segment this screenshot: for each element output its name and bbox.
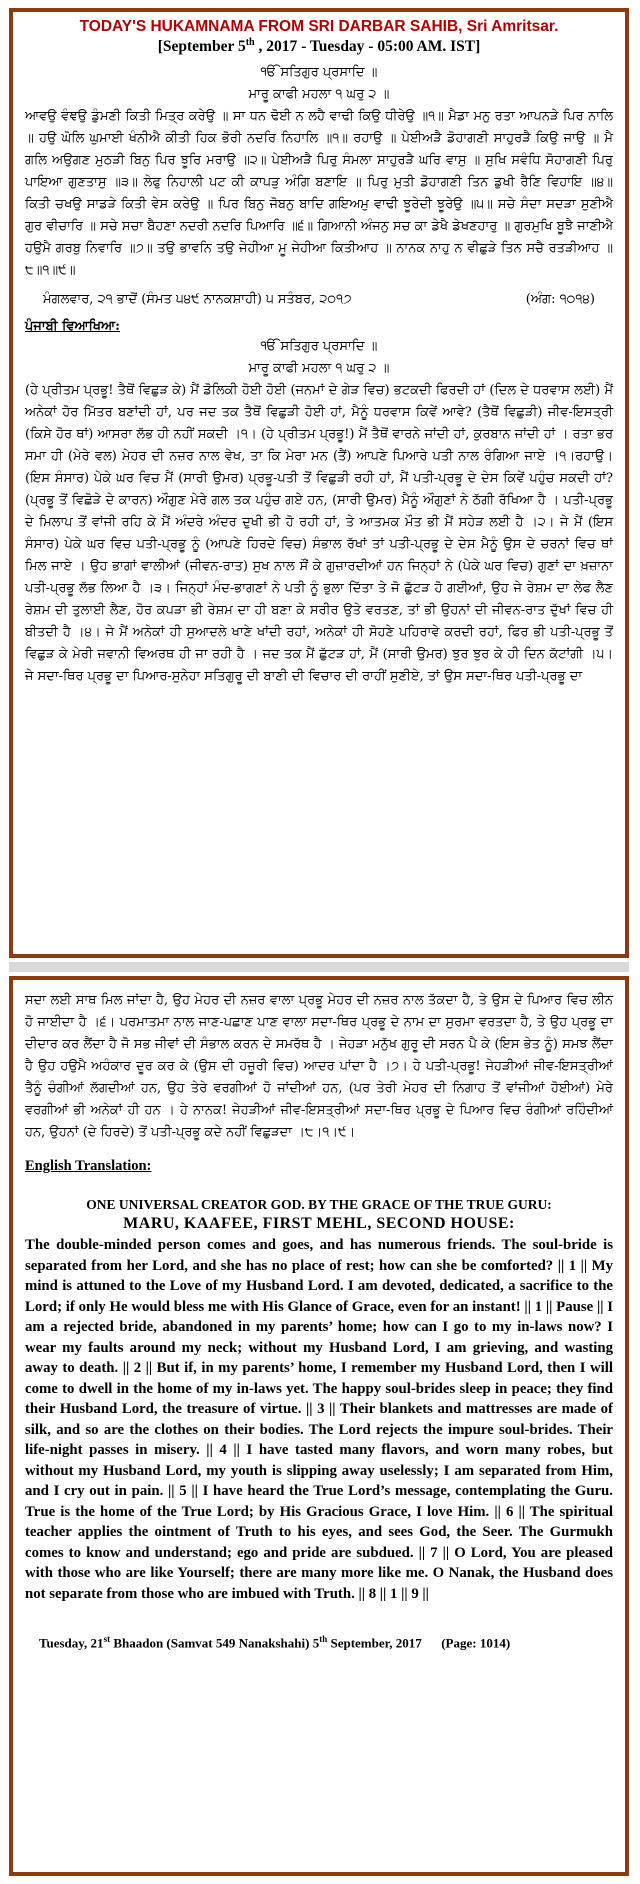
- gurmukhi-page: (ਅੰਗ: ੧੦੧੪): [525, 292, 595, 308]
- gurmukhi-date: ਮੰਗਲਵਾਰ, ੨੧ ਭਾਦੋਂ (ਸੰਮਤ ੫੪੯ ਨਾਨਕਸ਼ਾਹੀ) ੫ ਸਤੰਬਰ, ੨੦੧੭: [43, 292, 352, 308]
- shabad-text: ਆਵਉ ਵੰਞਉ ਡੁੰਮਣੀ ਕਿਤੀ ਮਿਤ੍ਰ ਕਰੇਉ ॥ ਸਾ ਧਨ ਢੋਈ ਨ ਲਹੈ ਵਾਢੀ ਕਿਉ ਧੀਰੇਉ ॥੧॥ ਮੈਡਾ ਮਨੁ ਰਤਾ ਆਪਨੜੇ ਪਿਰ ਨਾਲਿ ॥ ਹਉ ਘੋਲਿ ਘੁਮਾਈ ਖੰਨੀਐ ਕੀਤੀ ਹਿਕ ਭੋਰੀ ਨਦਰਿ ਨਿਹਾਲਿ ॥੧॥ ਰਹਾਉ ॥ ਪੇਈਅੜੈ ਡੋਹਾਗਣੀ ਸਾਹੁਰੜੈ ਕਿਉ ਜਾਉ ॥ ਮੈ ਗਲਿ ਅਉਗਣ ਮੁਠੜੀ ਬਿਨੁ ਪਿਰ ਝੂਰਿ ਮਰਾਉ ॥੨॥ ਪੇਈਅੜੈ ਪਿਰੁ ਸੰਮਲਾ ਸਾਹੁਰੜੈ ਘਰਿ ਵਾਸੁ ॥ ਸੁਖਿ ਸਵੰਧਿ ਸੋਹਾਗਣੀ ਪਿਰੁ ਪਾਇਆ ਗੁਣਤਾਸੁ ॥੩॥ ਲੇਫੁ ਨਿਹਾਲੀ ਪਟ ਕੀ ਕਾਪੜੁ ਅੰਗਿ ਬਣਾਇ ॥ ਪਿਰੁ ਮੁਤੀ ਡੋਹਾਗਣੀ ਤਿਨ ਡੁਖੀ ਰੈਣਿ ਵਿਹਾਇ ॥੪॥ ਕਿਤੀ ਚਖਉ ਸਾਡੜੇ ਕਿਤੀ ਵੇਸ ਕਰੇਉ ॥ ਪਿਰ ਬਿਨੁ ਜੋਬਨੁ ਬਾਦਿ ਗਇਅਮੁ ਵਾਢੀ ਝੂਰੇਦੀ ਝੂਰੇਉ ॥੫॥ ਸਚੇ ਸੰਦਾ ਸਦੜਾ ਸੁਣੀਐ ਗੁਰ ਵੀਚਾਰਿ ॥ ਸਚੇ ਸਚਾ ਬੈਹਣਾ ਨਦਰੀ ਨਦਰਿ ਪਿਆਰਿ ॥੬॥ ਗਿਆਨੀ ਅੰਜਨੁ ਸਚ ਕਾ ਡੇਖੈ ਡੇਖਣਹਾਰੁ ॥ ਗੁਰਮੁਖਿ ਬੂਝੈ ਜਾਣੀਐ ਹਉਮੈ ਗਰਬੁ ਨਿਵਾਰਿ ॥੭॥ ਤਉ ਭਾਵਨਿ ਤਉ ਜੇਹੀਆ ਮੂ ਜੇਹੀਆ ਕਿਤੀਆਹ ॥ ਨਾਨਕ ਨਾਹੁ ਨ ਵੀਛੁੜੇ ਤਿਨ ਸਚੈ ਰਤੜੀਆਹ ॥੮॥੧॥੯॥: [25, 109, 613, 279]
- english-dateline: [25, 1634, 613, 1651]
- footer-part1: Tuesday, 21: [39, 1635, 104, 1651]
- footer-page: (Page: 1014): [441, 1635, 511, 1651]
- invocation: ੴ ਸਤਿਗੁਰ ਪ੍ਰਸਾਦਿ ॥: [260, 65, 378, 81]
- raag-heading: ਮਾਰੂ ਕਾਫੀ ਮਹਲਾ ੧ ਘਰੁ ੨ ॥: [248, 87, 390, 103]
- vyakhya-text-part2: ਸਦਾ ਲਈ ਸਾਥ ਮਿਲ ਜਾਂਦਾ ਹੈ, ਉਹ ਮੇਹਰ ਦੀ ਨਜ਼ਰ ਵਾਲਾ ਪ੍ਰਭੂ ਮੇਹਰ ਦੀ ਨਜ਼ਰ ਨਾਲ ਤੱਕਦਾ ਹੈ, ਤੇ ਉਸ ਦੇ ਪਿਆਰ ਵਿਚ ਲੀਨ ਹੋ ਜਾਈਦਾ ਹੈ ।੬। ਪਰਮਾਤਮਾ ਨਾਲ ਜਾਣ-ਪਛਾਣ ਪਾਣ ਵਾਲਾ ਸਦਾ-ਥਿਰ ਪ੍ਰਭੂ ਦੇ ਨਾਮ ਦਾ ਸੁਰਮਾ ਵਰਤਦਾ ਹੈ, ਤੇ ਉਹ ਪ੍ਰਭੂ ਦਾ ਦੀਦਾਰ ਕਰ ਲੈਂਦਾ ਹੈ ਜੋ ਸਭ ਜੀਵਾਂ ਦੀ ਸੰਭਾਲ ਕਰਨ ਦੇ ਸਮਰੱਥ ਹੈ । ਜੇਹੜਾ ਮਨੁੱਖ ਗੁਰੂ ਦੀ ਸਰਨ ਪੈ ਕੇ (ਇਸ ਭੇਤ ਨੂੰ) ਸਮਝ ਲੈਂਦਾ ਹੈ ਉਹ ਹਉਮੈ ਅਹੰਕਾਰ ਦੂਰ ਕਰ ਕੇ (ਉਸ ਦੀ ਹਜ਼ੂਰੀ ਵਿਚ) ਆਦਰ ਪਾਂਦਾ ਹੈ ।੭। ਹੇ ਪਤੀ-ਪ੍ਰਭੂ! ਜੇਹੜੀਆਂ ਜੀਵ-ਇਸਤ੍ਰੀਆਂ ਤੈਨੂੰ ਚੰਗੀਆਂ ਲੱਗਦੀਆਂ ਹਨ, ਉਹ ਤੇਰੇ ਵਰਗੀਆਂ ਹੋ ਜਾਂਦੀਆਂ ਹਨ, (ਪਰ ਤੇਰੀ ਮੇਹਰ ਦੀ ਨਿਗਾਹ ਤੋਂ ਵਾਂਜੀਆਂ ਹੋਈਆਂ) ਮੇਰੇ ਵਰਗੀਆਂ ਭੀ ਅਨੇਕਾਂ ਹੀ ਹਨ । ਹੇ ਨਾਨਕ! ਜੇਹੜੀਆਂ ਜੀਵ-ਇਸਤ੍ਰੀਆਂ ਸਦਾ-ਥਿਰ ਪ੍ਰਭੂ ਦੇ ਪਿਆਰ ਵਿਚ ਰੰਗੀਆਂ ਰਹਿੰਦੀਆਂ ਹਨ, ਉਹਨਾਂ (ਦੇ ਹਿਰਦੇ) ਤੋਂ ਪਤੀ-ਪ੍ਰਭੂ ਕਦੇ ਨਹੀਂ ਵਿਛੁੜਦਾ ।੮।੧।੯।: [25, 993, 613, 1140]
- footer-suffix-2: th: [319, 1634, 328, 1644]
- page-title: TODAY'S HUKAMNAMA FROM SRI DARBAR SAHIB, Sri Amritsar.: [79, 18, 559, 35]
- english-raag: MARU, KAAFEE, FIRST MEHL, SECOND HOUSE:: [123, 1215, 515, 1232]
- footer-suffix-1: st: [103, 1634, 111, 1644]
- english-heading: English Translation:: [25, 1158, 152, 1174]
- english-invocation: ONE UNIVERSAL CREATOR GOD. BY THE GRACE OF THE TRUE GURU:: [86, 1197, 552, 1212]
- date-header-suffix: th: [245, 37, 255, 48]
- vyakhya-raag: ਮਾਰੂ ਕਾਫੀ ਮਹਲਾ ੧ ਘਰੁ ੨ ॥: [248, 361, 390, 377]
- gurmukhi-dateline: [43, 292, 595, 307]
- vyakhya-heading: ਪੰਜਾਬੀ ਵਿਆਖਿਆ:: [25, 319, 120, 335]
- english-translation: The double-minded person comes and goes, and has numerous friends. The soul-bride is separated from her Lord, and she has no place of rest; how can she be comforted? || 1 || My mind is attuned to the Love of my Husband Lord. I am devoted, dedicated, a sacrifice to the Lord; if only He would bless me with His Glance of Grace, even for an instant! || 1 || Pause || I am a rejected bride, abandoned in my parents’ home; how can I go to my in-laws now? I wear my faults around my neck; without my Husband Lord, I am grieving, and wasting away to death. || 2 || But if, in my parents’ home, I remember my Husband Lord, then I will come to dwell in the home of my in-laws yet. The happy soul-brides sleep in peace; they find their Husband Lord, the treasure of virtue. || 3 || Their blankets and mattresses are made of silk, and so are the clothes on their bodies. The Lord rejects the impure soul-brides. Their life-night passes in misery. || 4 || I have tasted many flavors, and worn many robes, but without my Husband Lord, my youth is slipping away uselessly; I am separated from Him, and I cry out in pain. || 5 || I have heard the True Lord’s message, contemplating the Guru. True is the home of the True Lord; by His Gracious Grace, I love Him. || 6 || The spiritual teacher applies the ointment of Truth to his eyes, and sees God, the Seer. The Gurmukh comes to know and understand; ego and pride are subdued. || 7 || O Lord, You are pleased with those who are like Yourself; there are many more like me. O Nanak, the Husband does not separate from those who are imbued with Truth. || 8 || 1 || 9 ||: [25, 1237, 613, 1602]
- footer-part3: September, 2017: [327, 1635, 422, 1651]
- date-header-part1: [September 5: [157, 38, 246, 56]
- date-header-part2: , 2017 - Tuesday - 05:00 AM. IST]: [254, 38, 481, 56]
- hukamnama-panel-bottom: [9, 976, 629, 1876]
- vyakhya-text-part1: (ਹੇ ਪ੍ਰੀਤਮ ਪ੍ਰਭੂ! ਤੈਥੋਂ ਵਿਛੁੜ ਕੇ) ਮੈਂ ਡੋਲਿਕੀ ਹੋਈ ਹੋਈ (ਜਨਮਾਂ ਦੇ ਗੇੜ ਵਿਚ) ਭਟਕਦੀ ਫਿਰਦੀ ਹਾਂ (ਦਿਲ ਦੇ ਧਰਵਾਸ ਲਈ) ਮੈਂ ਅਨੇਕਾਂ ਹੋਰ ਮਿੱਤਰ ਬਣਾਂਦੀ ਹਾਂ, ਪਰ ਜਦ ਤਕ ਤੈਥੋਂ ਵਿਛੁੜੀ ਹੋਈ ਹਾਂ, ਮੈਨੂੰ ਧਰਵਾਸ ਕਿਵੇਂ ਆਵੇ? (ਤੈਥੋਂ ਵਿਛੁੜੀ) ਜੀਵ-ਇਸਤ੍ਰੀ (ਕਿਸੇ ਹੋਰ ਥਾਂ) ਆਸਰਾ ਲੱਭ ਹੀ ਨਹੀਂ ਸਕਦੀ ।੧। (ਹੇ ਪ੍ਰੀਤਮ ਪ੍ਰਭੂ!) ਮੈਂ ਤੈਥੋਂ ਵਾਰਨੇ ਜਾਂਦੀ ਹਾਂ, ਕੁਰਬਾਨ ਜਾਂਦੀ ਹਾਂ । ਰਤਾ ਭਰ ਸਮਾ ਹੀ (ਮੇਰੇ ਵਲ) ਮੇਹਰ ਦੀ ਨਜ਼ਰ ਨਾਲ ਵੇਖ, ਤਾ ਕਿ ਮੇਰਾ ਮਨ (ਤੈਂ) ਆਪਣੇ ਪਿਆਰੇ ਪਤੀ ਨਾਲ ਰੰਗਿਆ ਜਾਏ ।੧।ਰਹਾਉ। (ਇਸ ਸੰਸਾਰ) ਪੇਕੇ ਘਰ ਵਿਚ ਮੈਂ (ਸਾਰੀ ਉਮਰ) ਪ੍ਰਭੂ-ਪਤੀ ਤੋਂ ਵਿਛੁੜੀ ਰਹੀ ਹਾਂ, ਮੈਂ ਪਤੀ-ਪ੍ਰਭੂ ਦੇ ਦੇਸ ਕਿਵੇਂ ਪਹੁੰਚ ਸਕਦੀ ਹਾਂ? (ਪ੍ਰਭੂ ਤੋਂ ਵਿਛੋੜੇ ਦੇ ਕਾਰਨ) ਔਗੁਣ ਮੇਰੇ ਗਲ ਤਕ ਪਹੁੰਚ ਗਏ ਹਨ, (ਸਾਰੀ ਉਮਰ) ਮੈਨੂੰ ਔਗੁਣਾਂ ਨੇ ਠੱਗੀ ਰੱਖਿਆ ਹੈ । ਪਤੀ-ਪ੍ਰਭੂ ਦੇ ਮਿਲਾਪ ਤੋਂ ਵਾਂਜੀ ਰਹਿ ਕੇ ਮੈਂ ਅੰਦਰੇ ਅੰਦਰ ਦੁਖੀ ਭੀ ਹੋ ਰਹੀ ਹਾਂ, ਤੇ ਆਤਮਕ ਮੌਤ ਭੀ ਮੈਂ ਸਹੇੜ ਲਈ ਹੈ ।੨। ਜੇ ਮੈਂ (ਇਸ ਸੰਸਾਰ) ਪੇਕੇ ਘਰ ਵਿਚ ਪਤੀ-ਪ੍ਰਭੂ ਨੂੰ (ਆਪਣੇ ਹਿਰਦੇ ਵਿਚ) ਸੰਭਾਲ ਰੱਖਾਂ ਤਾਂ ਪਤੀ-ਪ੍ਰਭੂ ਦੇ ਦੇਸ ਮੈਨੂੰ ਉਸ ਦੇ ਚਰਨਾਂ ਵਿਚ ਥਾਂ ਮਿਲ ਜਾਏ । ਉਹ ਭਾਗਾਂ ਵਾਲੀਆਂ (ਜੀਵਨ-ਰਾਤ) ਸੁਖ ਨਾਲ ਸੌਂ ਕੇ ਗੁਜ਼ਾਰਦੀਆਂ ਹਨ ਜਿਨ੍ਹਾਂ ਨੇ (ਪੇਕੇ ਘਰ ਵਿਚ) ਗੁਣਾਂ ਦਾ ਖ਼ਜ਼ਾਨਾ ਪਤੀ-ਪ੍ਰਭੂ ਲੱਭ ਲਿਆ ਹੈ ।੩। ਜਿਨ੍ਹਾਂ ਮੰਦ-ਭਾਗਣਾਂ ਨੇ ਪਤੀ ਨੂੰ ਭੁਲਾ ਦਿੱਤਾ ਤੇ ਜੋ ਛੁੱਟੜ ਹੋ ਗਈਆਂ, ਉਹ ਜੇ ਰੇਸ਼ਮ ਦਾ ਲੇਫ ਲੈਣ ਰੇਸ਼ਮ ਦੀ ਤੁਲਾਈ ਲੈਣ, ਹੋਰ ਕਪੜਾ ਭੀ ਰੇਸ਼ਮ ਦਾ ਹੀ ਬਣਾ ਕੇ ਸਰੀਰ ਉਤੇ ਵਰਤਣ, ਤਾਂ ਭੀ ਉਹਨਾਂ ਦੀ ਜੀਵਨ-ਰਾਤ ਦੁੱਖਾਂ ਵਿਚ ਹੀ ਬੀਤਦੀ ਹੈ ।੪। ਜੇ ਮੈਂ ਅਨੇਕਾਂ ਹੀ ਸੁਆਦਲੇ ਖਾਣੇ ਖਾਂਦੀ ਰਹਾਂ, ਅਨੇਕਾਂ ਹੀ ਸੋਹਣੇ ਪਹਿਰਾਵੇ ਕਰਦੀ ਰਹਾਂ, ਫਿਰ ਭੀ ਪਤੀ-ਪ੍ਰਭੂ ਤੋਂ ਵਿਛੁੜ ਕੇ ਮੇਰੀ ਜਵਾਨੀ ਵਿਅਰਥ ਹੀ ਜਾ ਰਹੀ ਹੈ । ਜਦ ਤਕ ਮੈਂ ਛੁੱਟੜ ਹਾਂ, ਮੈਂ (ਸਾਰੀ ਉਮਰ) ਝੁਰ ਝੁਰ ਕੇ ਹੀ ਦਿਨ ਕੱਟਾਂਗੀ ।੫। ਜੇ ਸਦਾ-ਥਿਰ ਪ੍ਰਭੂ ਦਾ ਪਿਆਰ-ਸੁਨੇਹਾ ਸਤਿਗੁਰੂ ਦੀ ਬਾਣੀ ਦੀ ਵਿਚਾਰ ਦੀ ਰਾਹੀਂ ਸੁਣੀਏ, ਤਾਂ ਉਸ ਸਦਾ-ਥਿਰ ਪਤੀ-ਪ੍ਰਭੂ ਦਾ: [25, 383, 613, 685]
- footer-part2: Bhaadon (Samvat 549 Nanakshahi) 5: [110, 1635, 320, 1651]
- hukamnama-panel-top: [9, 8, 629, 958]
- date-header: [25, 37, 613, 56]
- panel-divider: [9, 962, 629, 972]
- vyakhya-invocation: ੴ ਸਤਿਗੁਰ ਪ੍ਰਸਾਦਿ ॥: [260, 339, 378, 355]
